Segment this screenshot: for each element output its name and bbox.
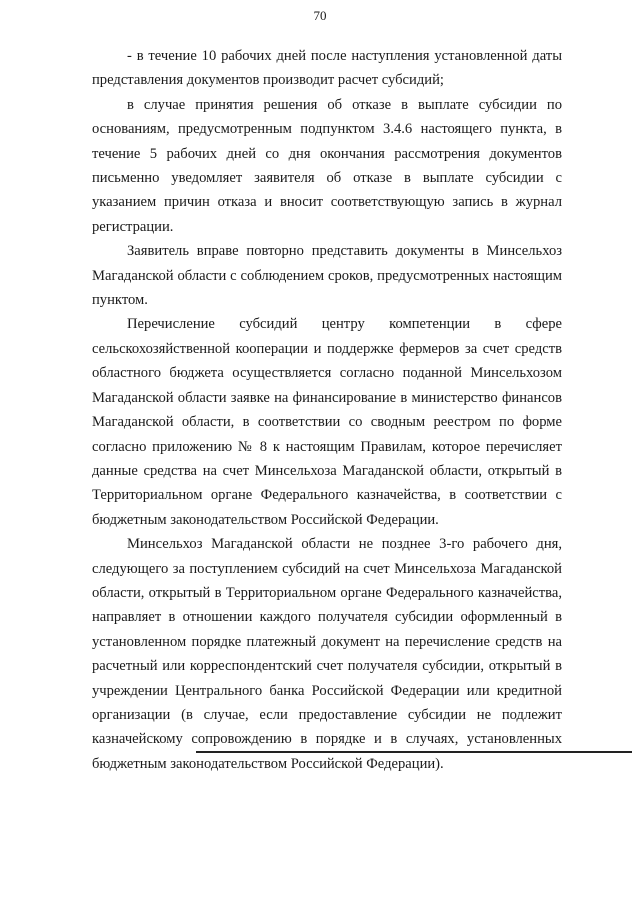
document-body [92,44,562,776]
paragraph-calculation-deadline: - в течение 10 рабочих дней после наступления установленной даты представления документов производит расчет субсидий; [92,48,562,89]
page-number: 70 [313,8,327,23]
paragraph-resubmission: Заявитель вправе повторно представить документы в Минсельхоз Магаданской области с соблюдением сроков, предусмотренных настоящим пунктом. [92,243,562,309]
paragraph-refusal-notice: в случае принятия решения об отказе в выплате субсидии по основаниям, предусмотренным подпунктом 3.4.6 настоящего пункта, в течение 5 рабочих дней со дня окончания рассмотрения документов письменно уведомляет заявителя об отказе в выплате субсидии с указанием причин отказа и вносит соответствующую запись в журнал регистрации. [92,96,562,235]
paragraph-transfer-to-center: Перечисление субсидий центру компетенции в сфере сельскохозяйственной кооперации и поддержке фермеров за счет средств областного бюджета осуществляется согласно поданной Минсельхозом Магаданской области заявке на финансирование в министерство финансов Магаданской области, в соответствии со сводным реестром по форме согласно приложению № 8 к настоящим Правилам, которое перечисляет данные средства на счет Минсельхоза Магаданской области, открытый в Территориальном органе Федерального казначейства, в соответствии с бюджетным законодательством Российской Федерации. [92,316,562,528]
bottom-rule [196,751,632,753]
paragraph-payment-document: Минсельхоз Магаданской области не позднее 3-го рабочего дня, следующего за поступлением субсидий на счет Минсельхоза Магаданской области, открытый в Территориальном органе Федерального казначейства, направляет в отношении каждого получателя субсидии оформленный в установленном порядке платежный документ на перечисление средств на расчетный или корреспондентский счет получателя субсидии, открытый в учреждении Центрального банка Российской Федерации или кредитной организации (в случае, если предоставление субсидии не подлежит казначейскому сопровождению в порядке и в случаях, установленных бюджетным законодательством Российской Федерации). [92,536,562,772]
